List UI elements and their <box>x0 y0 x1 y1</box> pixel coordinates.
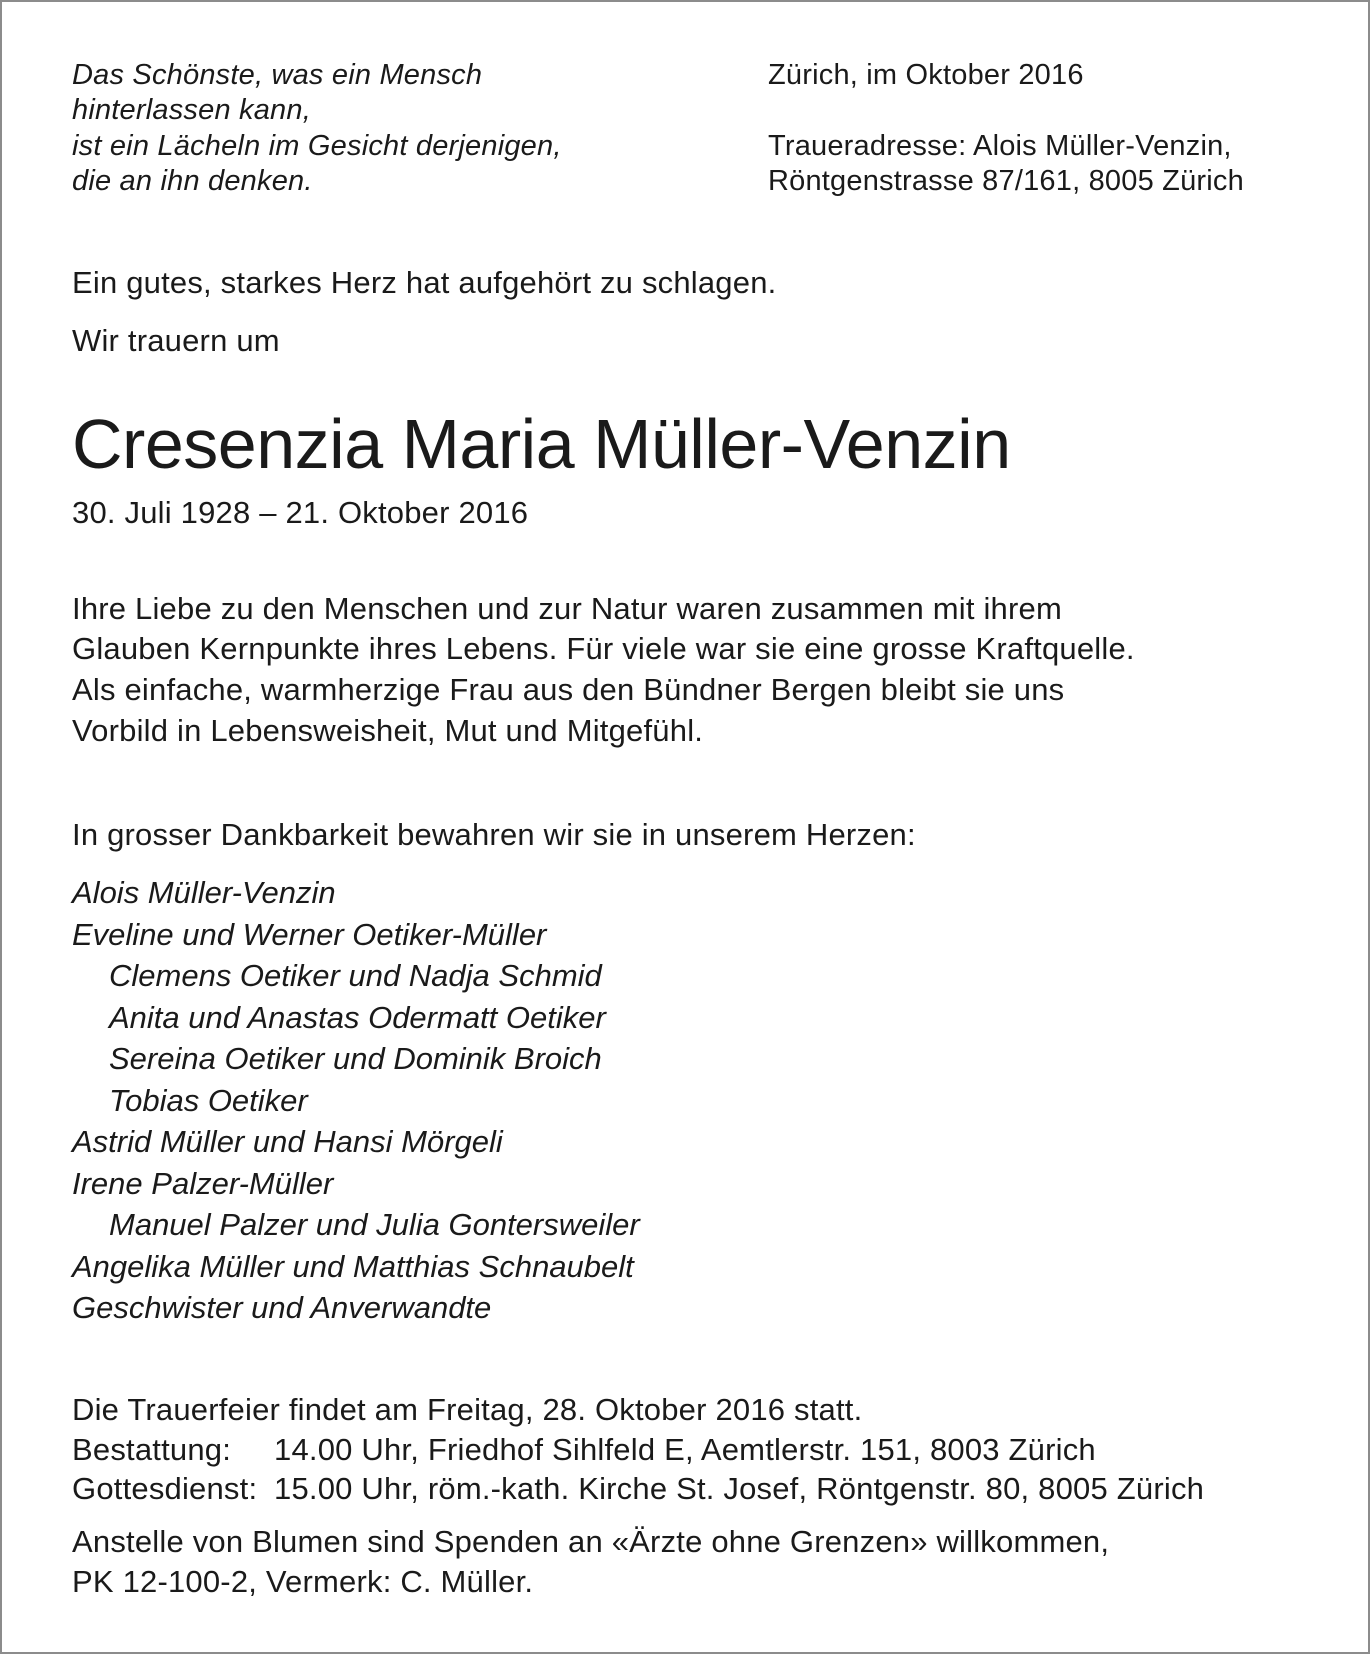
mourner-name: Anita und Anastas Odermatt Oetiker <box>109 1000 606 1035</box>
burial-detail: 14.00 Uhr, Friedhof Sihlfeld E, Aemtlerstr. 151, 8003 Zürich <box>274 1432 1096 1467</box>
mourner-name: Manuel Palzer und Julia Gontersweiler <box>109 1207 640 1242</box>
burial-row <box>72 1432 1096 1468</box>
gratitude-line: In grosser Dankbarkeit bewahren wir sie in unserem Herzen: <box>72 817 916 852</box>
mass-detail: 15.00 Uhr, röm.-kath. Kirche St. Josef, Röntgenstr. 80, 8005 Zürich <box>274 1471 1205 1506</box>
quote-line: Das Schönste, was ein Mensch <box>72 59 483 91</box>
burial-label: Bestattung: <box>72 1432 232 1467</box>
mass-row <box>72 1471 1204 1507</box>
mass-label: Gottesdienst: <box>72 1471 258 1506</box>
quote-line: die an ihn denken. <box>72 165 313 197</box>
tribute-line: Ihre Liebe zu den Menschen und zur Natur waren zusammen mit ihrem <box>72 591 1062 626</box>
mourner-name: Angelika Müller und Matthias Schnaubelt <box>72 1249 634 1284</box>
mourner-name: Sereina Oetiker und Dominik Broich <box>109 1041 602 1076</box>
mourner-name: Astrid Müller und Hansi Mörgeli <box>72 1124 503 1159</box>
mourner-name: Eveline und Werner Oetiker-Müller <box>72 917 547 952</box>
donation-line: Anstelle von Blumen sind Spenden an «Ärzte ohne Grenzen» willkommen, <box>72 1524 1110 1559</box>
mourner-name: Irene Palzer-Müller <box>72 1166 334 1201</box>
mourning-address: Traueradresse: Alois Müller-Venzin, <box>768 130 1232 162</box>
intro-line: Wir trauern um <box>72 323 280 358</box>
place-date: Zürich, im Oktober 2016 <box>768 59 1084 91</box>
life-dates: 30. Juli 1928 – 21. Oktober 2016 <box>72 495 529 530</box>
donation-line: PK 12-100-2, Vermerk: C. Müller. <box>72 1564 534 1599</box>
quote-line: hinterlassen kann, <box>72 94 311 126</box>
tribute-line: Als einfache, warmherzige Frau aus den Bündner Bergen bleibt sie uns <box>72 672 1065 707</box>
mourner-name: Alois Müller-Venzin <box>72 875 336 910</box>
deceased-name: Cresenzia Maria Müller-Venzin <box>72 405 1011 483</box>
mourner-name: Tobias Oetiker <box>109 1083 308 1118</box>
service-intro: Die Trauerfeier findet am Freitag, 28. Oktober 2016 statt. <box>72 1392 863 1427</box>
tribute-line: Glauben Kernpunkte ihres Lebens. Für viele war sie eine grosse Kraftquelle. <box>72 631 1135 666</box>
quote-line: ist ein Lächeln im Gesicht derjenigen, <box>72 130 562 162</box>
intro-line: Ein gutes, starkes Herz hat aufgehört zu schlagen. <box>72 265 777 300</box>
mourning-address: Röntgenstrasse 87/161, 8005 Zürich <box>768 165 1244 197</box>
mourner-name: Geschwister und Anverwandte <box>72 1290 492 1325</box>
tribute-line: Vorbild in Lebensweisheit, Mut und Mitgefühl. <box>72 713 704 748</box>
mourner-name: Clemens Oetiker und Nadja Schmid <box>109 958 602 993</box>
